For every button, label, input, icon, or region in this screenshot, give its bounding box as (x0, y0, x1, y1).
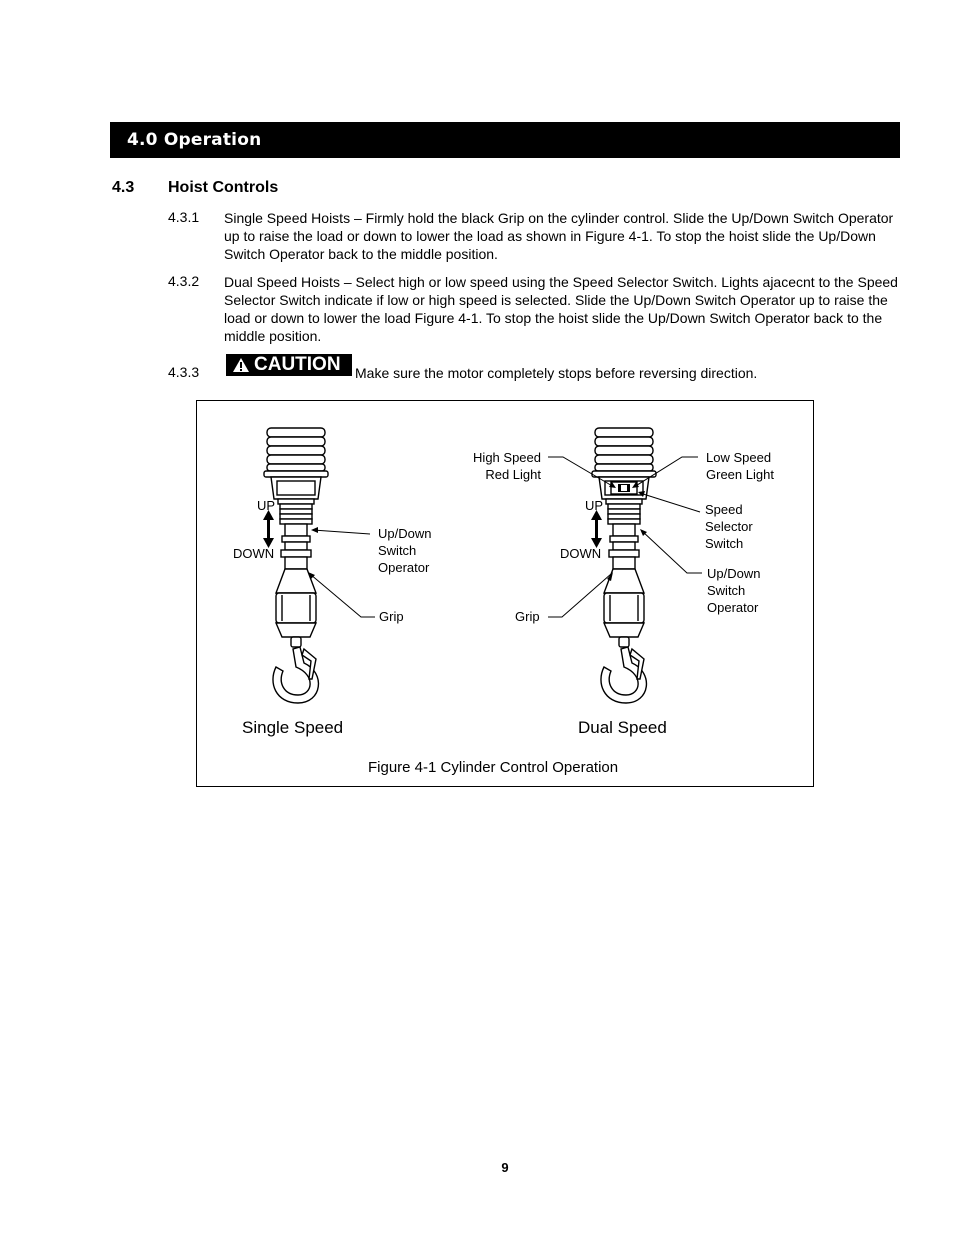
down-label: DOWN (560, 546, 602, 561)
figure-caption: Figure 4-1 Cylinder Control Operation (368, 759, 619, 776)
up-label: UP (585, 498, 604, 513)
paragraph-text: Dual Speed Hoists – Select high or low speed using the Speed Selector Switch. Lights ajacecnt to the Speed Selector Switch indicate if low or high speed is selected. Slide the Up/Down Switch Operator up to raise the load or down to lower the load Figure 4-1. To stop the hoist slide the Up/Down Switch Operator back to the middle position. (224, 274, 898, 344)
operator-label: Up/Down Switch Operator (378, 526, 432, 575)
caution-badge (226, 354, 352, 376)
speed-selector-label: Speed Selector Switch (705, 502, 753, 551)
figure-cylinder-control (196, 400, 814, 787)
low-speed-label: Low Speed Green Light (706, 450, 774, 482)
subsection-number: 4.3 (112, 179, 135, 196)
subsection-title: Hoist Controls (168, 179, 279, 196)
paragraph-number: 4.3.2 (168, 273, 200, 289)
page-number: 9 (501, 1160, 509, 1175)
paragraph-text: Single Speed Hoists – Firmly hold the black Grip on the cylinder control. Slide the Up/Down Switch Operator up to raise the load or down to lower the load as shown in Figure 4-1. To stop the hoist slide the Up/Down Switch Operator back to the middle position. (224, 210, 894, 262)
paragraph-number: 4.3.1 (168, 209, 200, 225)
section-banner (110, 122, 900, 158)
high-speed-label: High Speed Red Light (473, 450, 541, 482)
grip-label: Grip (515, 609, 540, 624)
grip-label: Grip (379, 609, 404, 624)
caution-text: Make sure the motor completely stops before reversing direction. (355, 365, 758, 381)
caution-label: CAUTION (254, 354, 341, 375)
single-speed-title: Single Speed (242, 718, 344, 737)
up-label: UP (257, 498, 276, 513)
paragraph-number: 4.3.3 (168, 364, 200, 380)
section-title: 4.0 Operation (127, 130, 262, 150)
warning-triangle-icon (232, 357, 250, 373)
down-label: DOWN (233, 546, 275, 561)
dual-speed-title: Dual Speed (578, 718, 667, 737)
operator-label: Up/Down Switch Operator (707, 566, 761, 615)
